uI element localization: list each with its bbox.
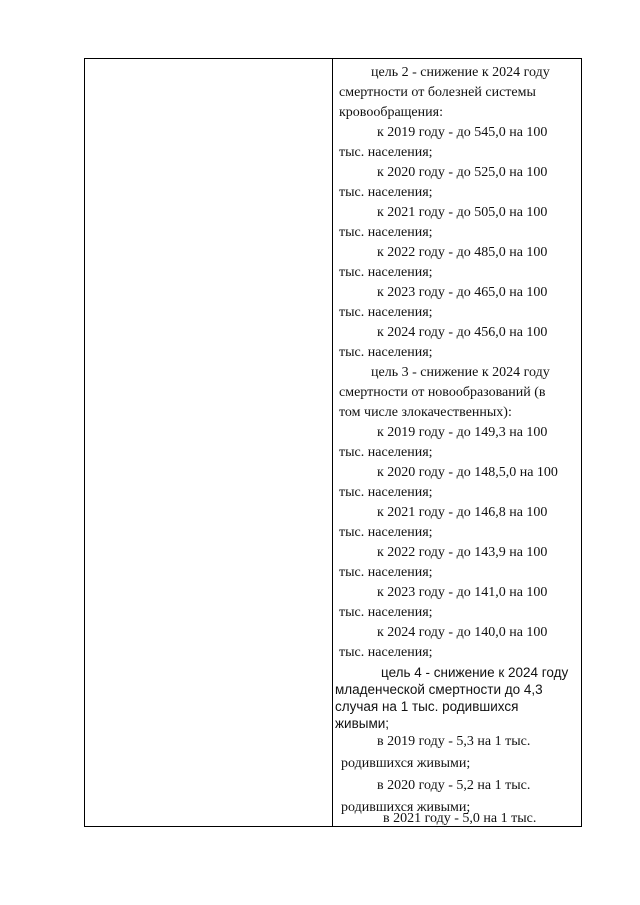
text-line: тыс. населения;: [339, 305, 433, 320]
text-line: к 2022 году - до 143,9 на 100: [377, 545, 548, 560]
text-line: к 2023 году - до 465,0 на 100: [377, 285, 548, 300]
text-line: родившихся живыми;: [341, 800, 471, 815]
text-line: смертности от болезней системы: [339, 85, 536, 100]
text-line: тыс. населения;: [339, 445, 433, 460]
text-line: к 2021 году - до 505,0 на 100: [377, 205, 548, 220]
text-line: младенческой смертности до 4,3: [335, 682, 543, 697]
text-line: тыс. населения;: [339, 525, 433, 540]
text-line: родившихся живыми;: [341, 756, 471, 771]
text-line: тыс. населения;: [339, 145, 433, 160]
text-line: цель 3 - снижение к 2024 году: [371, 365, 550, 380]
text-line: к 2019 году - до 545,0 на 100: [377, 125, 548, 140]
text-line: тыс. населения;: [339, 225, 433, 240]
text-line: кровообращения:: [339, 105, 443, 120]
text-line: к 2019 году - до 149,3 на 100: [377, 425, 548, 440]
text-line: к 2020 году - до 148,5,0 на 100: [377, 465, 558, 480]
text-line: тыс. населения;: [339, 565, 433, 580]
document-table: [84, 58, 582, 827]
text-line: к 2021 году - до 146,8 на 100: [377, 505, 548, 520]
text-line: в 2020 году - 5,2 на 1 тыс.: [377, 778, 531, 793]
text-line: к 2024 году - до 140,0 на 100: [377, 625, 548, 640]
text-line: тыс. населения;: [339, 185, 433, 200]
text-line: в 2019 году - 5,3 на 1 тыс.: [377, 734, 531, 749]
text-line: цель 2 - снижение к 2024 году: [371, 65, 550, 80]
text-line: цель 4 - снижение к 2024 году: [381, 665, 569, 680]
text-line: к 2022 году - до 485,0 на 100: [377, 245, 548, 260]
table-right-column: [333, 59, 581, 826]
text-line: случая на 1 тыс. родившихся: [335, 699, 519, 714]
text-line: к 2024 году - до 456,0 на 100: [377, 325, 548, 340]
text-line: в 2021 году - 5,0 на 1 тыс.: [383, 811, 537, 826]
text-line: тыс. населения;: [339, 345, 433, 360]
text-line: том числе злокачественных):: [339, 405, 512, 420]
text-line: тыс. населения;: [339, 645, 433, 660]
text-line: к 2023 году - до 141,0 на 100: [377, 585, 548, 600]
text-line: смертности от новообразований (в: [339, 385, 546, 400]
table-left-column: [85, 59, 332, 826]
text-line: тыс. населения;: [339, 485, 433, 500]
text-line: живыми;: [335, 716, 390, 731]
text-line: к 2020 году - до 525,0 на 100: [377, 165, 548, 180]
text-line: тыс. населения;: [339, 605, 433, 620]
text-line: тыс. населения;: [339, 265, 433, 280]
